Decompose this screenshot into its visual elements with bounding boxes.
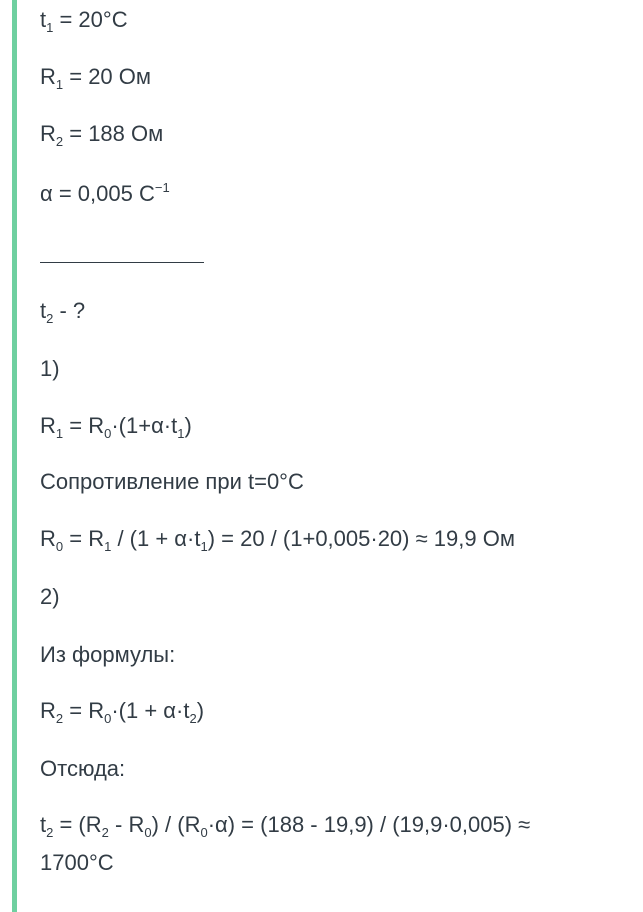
caption-resistance-zero: Сопротивление при t=0°C xyxy=(40,469,304,494)
result-t2: $t_2 = (R_2 - R_0) / (R_0\cdot\alpha) = (188 - 19,9) / (19,9\cdot 0,005) \approx 1700^\circ C$ xyxy=(40,812,531,875)
given-t1: $t_1 = 20^\circ C$ xyxy=(40,7,128,35)
step-2-label: 2) xyxy=(40,584,60,609)
left-accent-bar xyxy=(12,0,17,912)
formula-r1: $R_1 = R_0\cdot(1+\alpha\cdot t_1)$ xyxy=(40,413,192,441)
calc-r0: $R_0 = R_1 / (1 + \alpha\cdot t_1) = 20 / (1+0,005\cdot 20) \approx 19,9$ Ом xyxy=(40,526,515,554)
given-r1: $R_1 = 20$ Ом xyxy=(40,64,152,92)
find-t2: $t_2$ - ? xyxy=(40,298,86,326)
separator-line xyxy=(40,262,204,263)
caption-hence: Отсюда: xyxy=(40,756,126,781)
given-alpha: α = 0,005 $С^{-1}$ xyxy=(40,180,170,206)
formula-r2: $R_2 = R_0\cdot(1 + \alpha\cdot t_2)$ xyxy=(40,698,205,726)
caption-from-formula: Из формулы: xyxy=(40,642,176,667)
step-1-label: 1) xyxy=(40,356,60,381)
given-r2: $R_2 = 188$ Ом xyxy=(40,121,164,149)
